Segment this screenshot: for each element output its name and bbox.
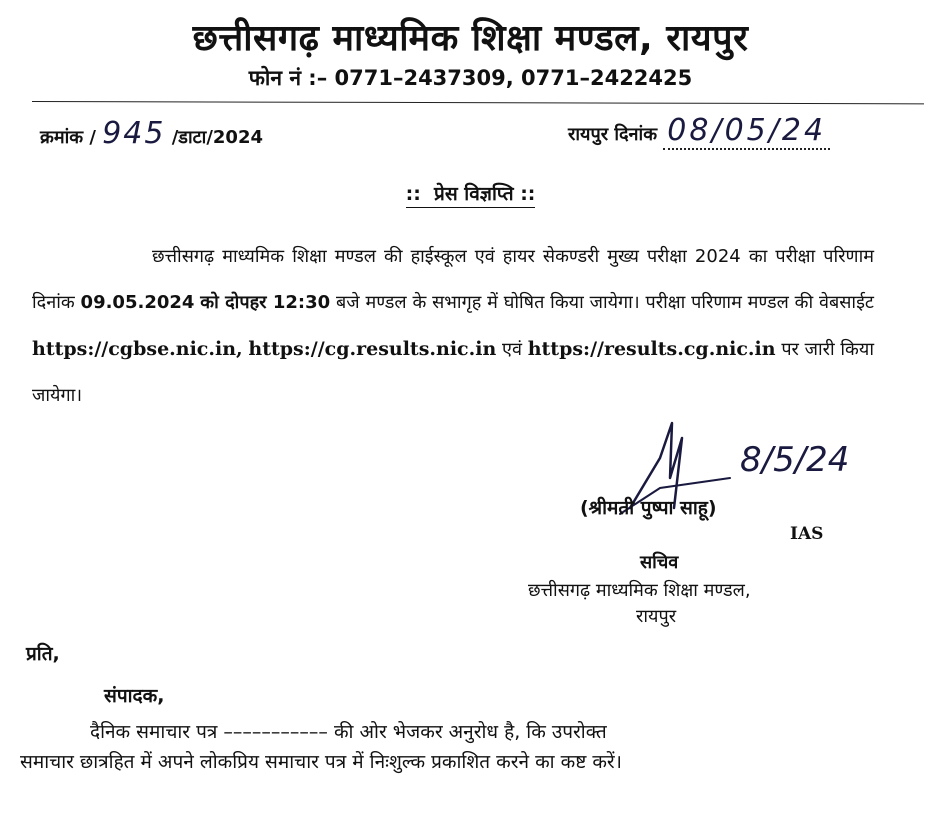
link-results-cg[interactable]: https://results.cg.nic.in [527,338,776,360]
letter-date [568,113,830,150]
result-time: को दोपहर 12:30 [200,292,331,313]
link-cgbse[interactable]: https://cgbse.nic.in, [32,338,243,360]
body-text-3: पर जारी किया जायेगा। [32,339,874,406]
letterhead-phone: फोन नं :– 0771–2437309, 0771–2422425 [248,66,693,90]
press-release-heading: :: प्रेस विज्ञप्ति :: [0,180,941,206]
link-cg-results[interactable]: https://cg.results.nic.in [248,338,497,360]
request-line-1: दैनिक समाचार पत्र ––––––––––– की ओर भेजकर अनुरोध है, कि उपरोक्त [90,721,607,743]
reference-handwritten-number: 945 [102,116,166,151]
reference-number: क्रमांक / 945 /डाटा/2024 [40,116,264,151]
heading-text: प्रेस विज्ञप्ति [434,183,514,205]
date-label: रायपुर दिनांक [568,124,658,145]
signature-date: 8/5/24 [740,440,850,480]
signatory-city: रायपुर [636,606,677,627]
body-text-1: छत्तीसगढ़ माध्यमिक शिक्षा मण्डल की हाईस्कूल एवं हायर सेकण्डरी मुख्य परीक्षा 2024 का परीक्षा परिणाम दिनांक [32,246,874,313]
signatory-designation: सचिव [640,552,679,573]
recipient-to: प्रति, [26,643,60,665]
recipient-editor: संपादक, [104,685,165,707]
body-text-2: बजे मण्डल के सभागृह में घोषित किया जायेगा। परीक्षा परिणाम मण्डल की वेबसाईट [336,292,874,313]
signatory-organization: छत्तीसगढ़ माध्यमिक शिक्षा मण्डल, [528,580,751,601]
date-handwritten: 08/05/24 [667,113,827,148]
reference-label: क्रमांक [40,127,84,148]
signatory-service: IAS [790,524,824,544]
header-divider [32,101,924,104]
result-date: 09.05.2024 [80,292,195,313]
body-conjunction: एवं [502,339,522,360]
reference-suffix: /डाटा/2024 [171,127,264,148]
signatory-name: (श्रीमती पुष्पा साहू) [580,497,717,519]
request-line-2: समाचार छात्रहित में अपने लोकप्रिय समाचार पत्र में निःशुल्क प्रकाशित करने का कष्ट करें। [20,751,622,773]
body-paragraph [32,234,874,419]
letterhead-title: छत्तीसगढ़ माध्यमिक शिक्षा मण्डल, रायपुर [192,18,749,59]
